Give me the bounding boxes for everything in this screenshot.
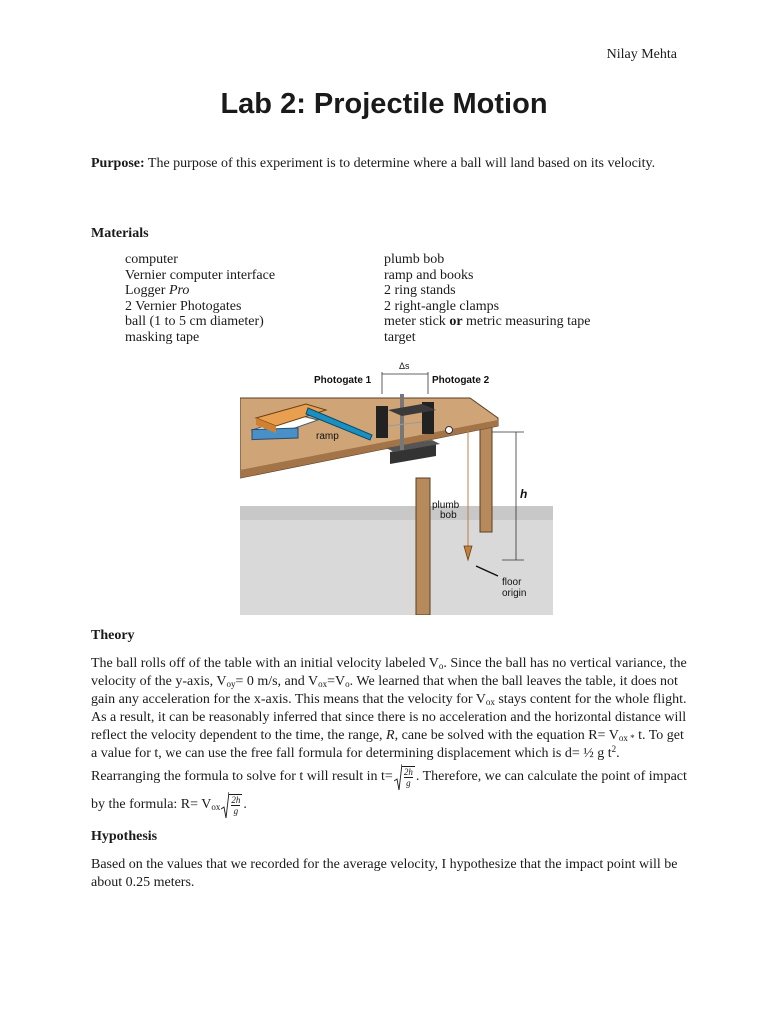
- material-item: 2 right-angle clamps: [384, 298, 500, 314]
- material-item: [384, 314, 590, 330]
- delta-s-label: Δs: [399, 361, 410, 371]
- apparatus-figure: [240, 360, 553, 615]
- hypothesis-paragraph: Based on the values that we recorded for the average velocity, I hypothesize that the impact point will be about 0.25 meters.: [91, 857, 678, 890]
- page-title: Lab 2: Projectile Motion: [220, 88, 548, 120]
- material-item: [125, 283, 275, 299]
- materials-heading: Materials: [91, 226, 149, 241]
- table-leg-front: [416, 478, 430, 615]
- floor-shadow: [240, 506, 553, 520]
- plumb-label: plumb: [432, 500, 460, 511]
- material-item: ramp and books: [384, 267, 474, 283]
- material-logger: Logger: [125, 283, 169, 299]
- table-leg-back: [480, 424, 492, 532]
- material-item: ball (1 to 5 cm diameter): [125, 314, 264, 330]
- material-item: plumb bob: [384, 252, 445, 267]
- purpose-label: Purpose:: [91, 156, 145, 171]
- purpose-text: The purpose of this experiment is to determine where a ball will land based on its velocity.: [144, 156, 656, 171]
- ring-stand: [400, 394, 404, 450]
- material-item: masking tape: [125, 329, 200, 345]
- material-meter-tail: metric measuring tape: [462, 314, 591, 330]
- material-meter-or: or: [449, 314, 463, 330]
- height-label: h: [520, 487, 528, 501]
- material-item: 2 ring stands: [384, 283, 456, 299]
- material-item: computer: [125, 252, 178, 267]
- material-item: target: [384, 329, 416, 345]
- origin-label: origin: [502, 588, 527, 599]
- theory-heading: Theory: [91, 628, 135, 643]
- photogate-1: [376, 406, 388, 438]
- materials-left-list: [125, 252, 275, 346]
- material-meter: meter stick: [384, 314, 450, 330]
- materials-right-list: [384, 252, 590, 346]
- material-item: 2 Vernier Photogates: [125, 298, 242, 314]
- theory-paragraph: The ball rolls off of the table with an initial velocity labeled $V_o$. Since the ball has no vertical variance, the velocity of the y-axis, $V_{oy}= 0$ m/s, and $V_{ox}=V_o$. We learned that when the ball leaves the table, it does not gain any acceleration for the x-axis. This means that the velocity for $V_{ox}$ stays content for the whole flight. As a result, it can be reasonably inferred that since there is no acceleration and the horizontal distance will reflect the velocity dependent to the time, the range, R, cane be solved with the equation $R= V_{ox *}$ t. To get a value for t, we can use the free fall formula for determining displacement which is d= ½ g $t^2$. Rearranging the formula to solve for t will result in t= $\frac{2h}{g}$. Therefore, we can calculate the point of impact by the formula: $R= V_{ox}$ $\frac{2h}{g}$.: [91, 655, 691, 819]
- ramp-label: ramp: [316, 431, 339, 442]
- material-logger-pro: Pro: [168, 283, 190, 299]
- photogate-1-label: Photogate 1: [314, 375, 372, 386]
- author-name: Nilay Mehta: [606, 47, 677, 62]
- hypothesis-heading: Hypothesis: [91, 829, 158, 844]
- photogate-2-label: Photogate 2: [432, 375, 490, 386]
- floor-label: floor: [502, 577, 522, 588]
- sqrt-2h-over-g: $\frac{2h}{g}$: [394, 763, 415, 791]
- bob-label: bob: [440, 510, 457, 521]
- material-item: Vernier computer interface: [125, 267, 276, 283]
- ball: [446, 427, 453, 434]
- sqrt-2h-over-g-2: $\frac{2h}{g}$: [221, 791, 242, 819]
- purpose-paragraph: [91, 155, 681, 173]
